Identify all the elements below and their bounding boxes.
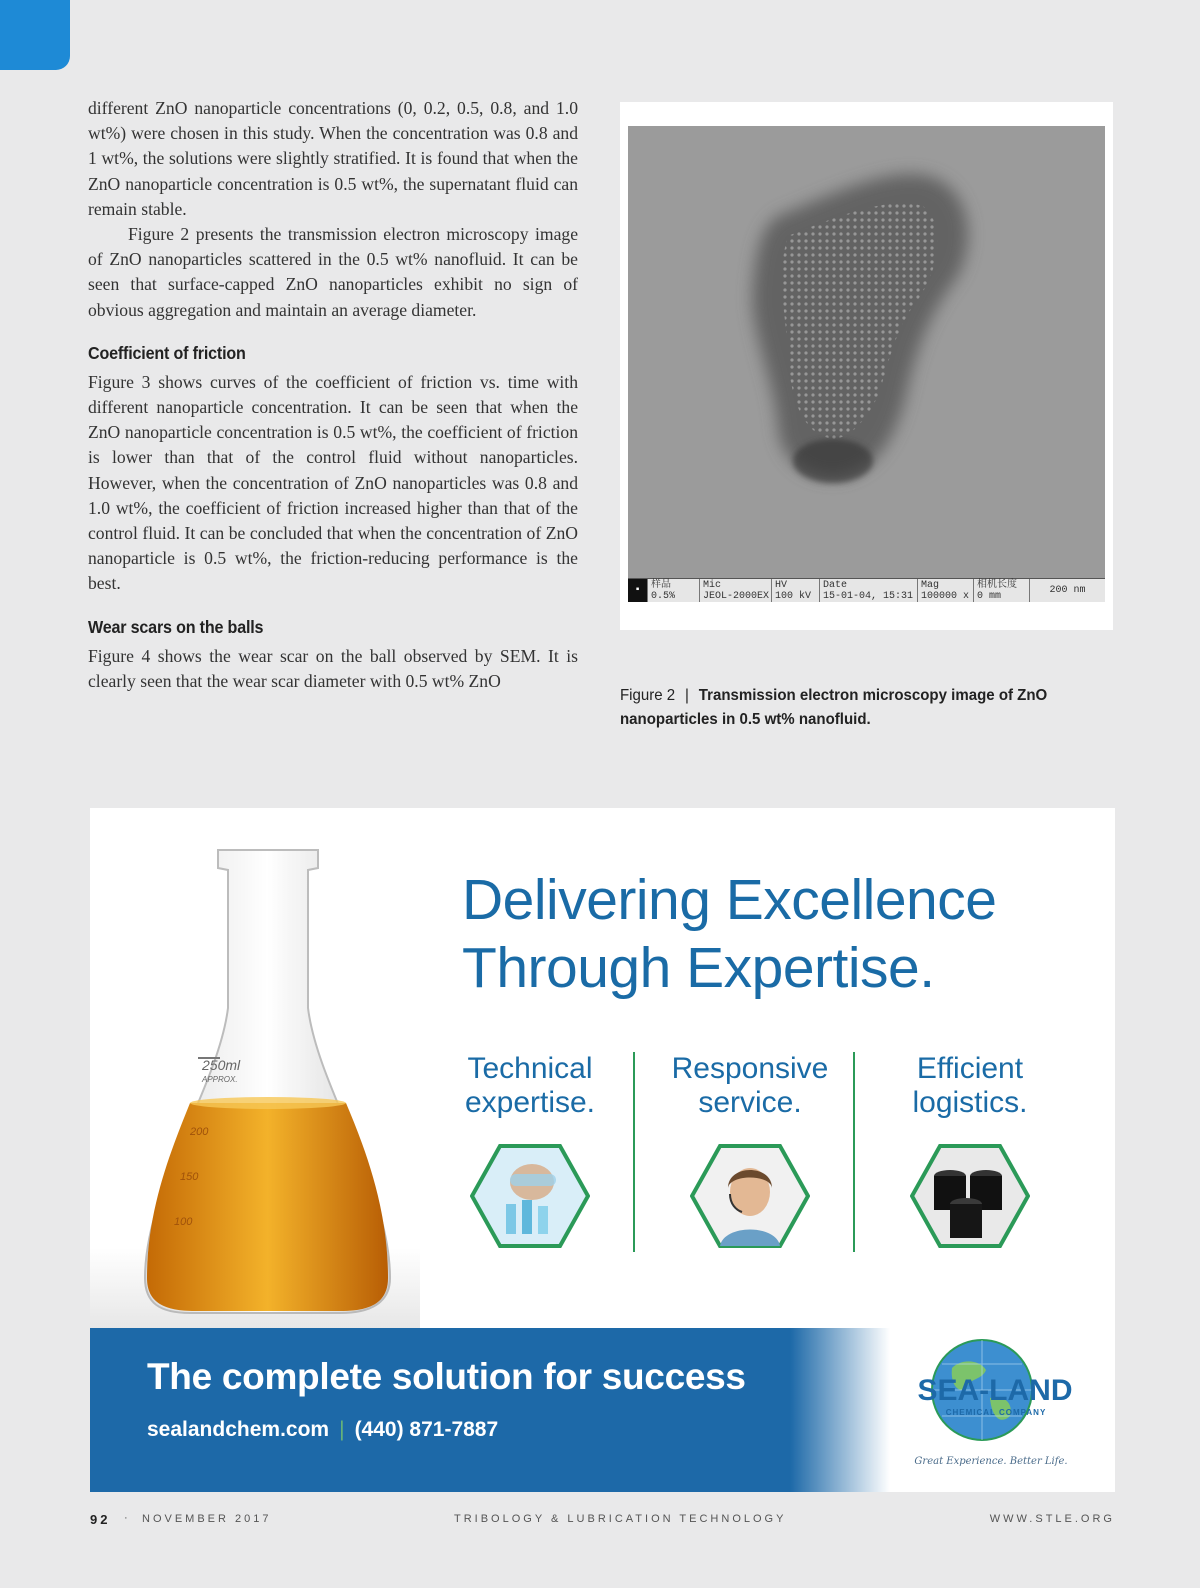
caption-text: Transmission electron microscopy image of ZnO nanoparticles in 0.5 wt% nanofluid. xyxy=(620,687,1048,728)
feature-technical-line-2: expertise. xyxy=(464,1086,596,1119)
support-agent-icon xyxy=(690,1144,810,1248)
feature-responsive-line-2: service. xyxy=(698,1086,802,1119)
feature-list xyxy=(420,1052,1090,1262)
magazine-title: TRIBOLOGY & LUBRICATION TECHNOLOGY xyxy=(454,1513,787,1525)
feature-technical xyxy=(420,1052,640,1253)
ad-band-fade xyxy=(790,1328,890,1492)
erlenmeyer-flask-image xyxy=(90,808,420,1328)
databar-mag-value: 100000 x xyxy=(921,590,970,602)
heading-coefficient-of-friction: Coefficient of friction xyxy=(88,342,246,363)
page-number: 92 xyxy=(90,1512,111,1527)
ad-website-link[interactable]: sealandchem.com xyxy=(147,1418,330,1441)
paragraph-1: different ZnO nanoparticle concentrations (0, 0.2, 0.5, 0.8, and 1.0 wt%) were chosen in this study. When the concentration was 0.8 and 1 wt%, the solutions were slightly stratified. It is found that when the ZnO nanoparticle concentration is 0.5 wt%, the supernatant fluid can remain stable. xyxy=(88,98,578,219)
corner-tab xyxy=(0,0,70,70)
oil-drums-icon xyxy=(910,1144,1030,1248)
feature-technical-line-1: Technical xyxy=(467,1052,593,1085)
databar-mic-value: JEOL-2000EX xyxy=(703,590,770,602)
scale-bar-label: 200 nm xyxy=(1049,585,1086,596)
databar-camera-label: 相机长度 xyxy=(977,579,1017,591)
ad-contact-separator: | xyxy=(339,1418,345,1441)
caption-label: Figure 2 xyxy=(620,687,676,704)
ad-bottom-band xyxy=(90,1328,1115,1492)
lab-scientist-icon xyxy=(470,1144,590,1248)
ad-tagline: The complete solution for success xyxy=(147,1356,746,1397)
figure-2 xyxy=(620,102,1113,630)
article-text xyxy=(88,96,578,694)
flask-approx-label: APPROX. xyxy=(202,1075,238,1084)
databar-hv-label: HV xyxy=(775,579,788,591)
footer-dot: · xyxy=(124,1512,131,1524)
flask-tick-200: 200 xyxy=(190,1126,209,1138)
issue-date: NOVEMBER 2017 xyxy=(142,1513,272,1525)
ad-contact-line xyxy=(147,1418,498,1442)
heading-wear-scars: Wear scars on the balls xyxy=(88,616,264,637)
feature-responsive-line-1: Responsive xyxy=(671,1052,829,1085)
sealand-logo-name: SEA-LAND xyxy=(917,1374,1073,1407)
flask-volume-label: 250ml xyxy=(202,1057,241,1073)
tem-data-bar xyxy=(628,578,1105,602)
databar-mag-label: Mag xyxy=(921,579,940,591)
databar-sample-label: 样品 xyxy=(651,579,671,591)
feature-divider-1 xyxy=(633,1052,635,1252)
tem-image xyxy=(628,126,1105,602)
ad-phone-number[interactable]: (440) 871-7887 xyxy=(354,1418,499,1441)
feature-logistics xyxy=(860,1052,1080,1253)
ad-headline xyxy=(462,866,1102,1002)
databar-hv-value: 100 kV xyxy=(775,590,812,602)
flask-tick-100: 100 xyxy=(174,1216,193,1228)
feature-divider-2 xyxy=(853,1052,855,1252)
databar-sample-value: 0.5% xyxy=(651,590,676,602)
sealand-advertisement[interactable] xyxy=(90,808,1115,1492)
databar-date-value: 15-01-04, 15:31 xyxy=(823,590,914,602)
sealand-logo-subtitle: CHEMICAL COMPANY xyxy=(945,1408,1047,1417)
ad-headline-line-1: Delivering Excellence xyxy=(462,868,997,932)
figure-caption xyxy=(620,684,1085,732)
feature-logistics-line-1: Efficient xyxy=(916,1052,1024,1085)
feature-logistics-line-2: logistics. xyxy=(912,1086,1028,1119)
page-footer xyxy=(90,1512,1115,1532)
jeol-logo-icon: ▪ xyxy=(628,579,648,602)
sealand-slogan: Great Experience. Better Life. xyxy=(914,1456,1068,1467)
ad-headline-line-2: Through Expertise. xyxy=(462,936,935,1000)
footer-website[interactable]: WWW.STLE.ORG xyxy=(989,1513,1115,1525)
databar-date-label: Date xyxy=(823,579,848,591)
paragraph-3: Figure 3 shows curves of the coefficient of friction vs. time with different nanoparticle concentration. It can be seen that when the ZnO nanoparticle concentration is 0.5 wt%, the coefficient of friction is lower than that of the control fluid without nanoparticles. However, when the concentration of ZnO nanoparticles was 0.8 and 1.0 wt%, the coefficient of friction increased higher than that of the control fluid. It can be concluded that when the concentration of ZnO nanoparticle is 0.5 wt%, the friction-reducing performance is the best. xyxy=(88,371,578,594)
nanoparticle-cluster-image xyxy=(628,126,1105,578)
caption-separator: | xyxy=(685,687,689,704)
databar-camera-value: 0 mm xyxy=(977,590,1002,602)
paragraph-4: Figure 4 shows the wear scar on the ball observed by SEM. It is clearly seen that the wear scar diameter with 0.5 wt% ZnO xyxy=(88,645,578,691)
feature-responsive xyxy=(640,1052,860,1253)
databar-mic-label: Mic xyxy=(703,579,722,591)
flask-tick-150: 150 xyxy=(180,1171,199,1183)
paragraph-2: Figure 2 presents the transmission electron microscopy image of ZnO nanoparticles scattered in the 0.5 wt% nanofluid. It can be seen that surface-capped ZnO nanoparticles exhibit no sign of obvious aggregation and maintain an average diameter. xyxy=(88,224,578,320)
